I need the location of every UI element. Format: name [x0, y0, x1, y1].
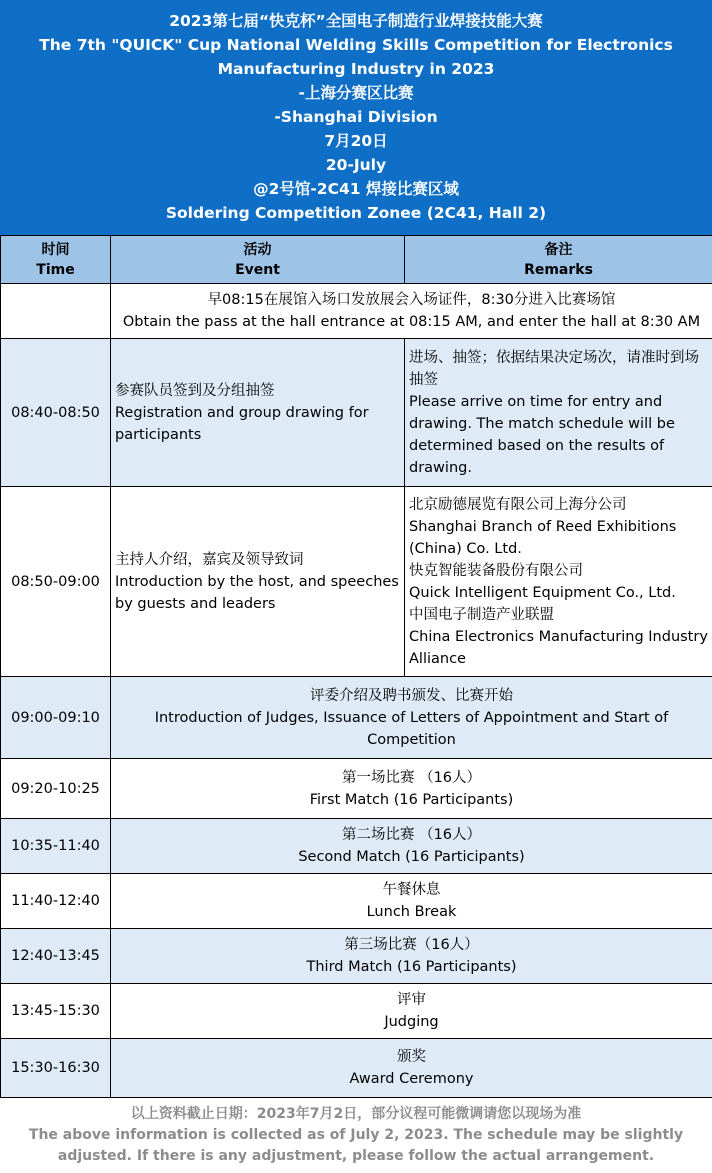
table-row	[1, 819, 712, 874]
event-cell: 第二场比赛 （16人） Second Match (16 Participants)	[111, 819, 712, 874]
date-en: 20-July	[325, 156, 387, 174]
footer-note	[0, 1097, 712, 1173]
division-cn: -上海分赛区比赛	[298, 84, 414, 102]
event-cell: 午餐休息 Lunch Break	[111, 874, 712, 929]
title-en-line-2: Manufacturing Industry in 2023	[217, 60, 495, 78]
date-cn: 7月20日	[324, 132, 388, 150]
table-row	[1, 677, 712, 759]
event-cell: 评委介绍及聘书颁发、比赛开始 Introduction of Judges, Issuance of Letters of Appointment and Start of Competition	[111, 677, 712, 759]
zone-en: Soldering Competition Zonee (2C41, Hall 2)	[165, 204, 547, 222]
title-en-line-1: The 7th "QUICK" Cup National Welding Skills Competition for Electronics	[39, 36, 673, 54]
table-row	[1, 759, 712, 819]
table-row	[1, 1039, 712, 1098]
event-cell: 主持人介绍，嘉宾及领导致词 Introduction by the host, and speeches by guests and leaders	[111, 487, 405, 677]
footer-note-en: The above information is collected as of July 2, 2023. The schedule may be slightly adjusted. If there is any adjustment, please follow the actual arrangement.	[28, 1127, 684, 1164]
table-row	[1, 929, 712, 984]
event-cell: 早08:15在展馆入场口发放展会入场证件，8:30分进入比赛场馆 Obtain the pass at the hall entrance at 08:15 AM, and enter the hall at 8:30 AM	[111, 284, 712, 339]
column-header-event: 活动 Event	[111, 236, 405, 284]
footer-note-cn: 以上资料截止日期：2023年7月2日，部分议程可能微调请您以现场为准	[130, 1106, 582, 1122]
event-cell: 评审 Judging	[111, 984, 712, 1039]
event-cell: 第一场比赛 （16人） First Match (16 Participants)	[111, 759, 712, 819]
time-cell: 10:35-11:40	[1, 819, 111, 874]
table-row	[1, 339, 712, 487]
column-header-row	[1, 236, 712, 284]
event-cell: 第三场比赛（16人） Third Match (16 Participants)	[111, 929, 712, 984]
column-header-remarks: 备注 Remarks	[405, 236, 712, 284]
time-cell: 09:20-10:25	[1, 759, 111, 819]
event-cell: 参赛队员签到及分组抽签 Registration and group drawing for participants	[111, 339, 405, 487]
remarks-cell: 北京励德展览有限公司上海分公司 Shanghai Branch of Reed Exhibitions (China) Co. Ltd. 快克智能装备股份有限公司 Quick Intelligent Equipment Co., Ltd. 中国电子制造产业联盟 China Electronics Manufacturing Industry Alliance	[405, 487, 712, 677]
table-row	[1, 487, 712, 677]
event-cell: 颁奖 Award Ceremony	[111, 1039, 712, 1098]
title-cn: 2023第七届“快克杯”全国电子制造行业焊接技能大赛	[169, 12, 543, 30]
time-cell: 08:40-08:50	[1, 339, 111, 487]
time-cell: 11:40-12:40	[1, 874, 111, 929]
time-cell: 12:40-13:45	[1, 929, 111, 984]
time-cell: 15:30-16:30	[1, 1039, 111, 1098]
zone-cn: @2号馆-2C41 焊接比赛区域	[253, 180, 459, 198]
title-banner	[0, 0, 712, 235]
table-row	[1, 284, 712, 339]
table-row	[1, 984, 712, 1039]
schedule-table	[0, 235, 712, 1098]
time-cell: 08:50-09:00	[1, 487, 111, 677]
division-en: -Shanghai Division	[274, 108, 438, 126]
table-row	[1, 874, 712, 929]
time-cell: 13:45-15:30	[1, 984, 111, 1039]
remarks-cell: 进场、抽签；依据结果决定场次，请准时到场抽签 Please arrive on time for entry and drawing. The match schedule will be determined based on the results of drawing.	[405, 339, 712, 487]
time-cell	[1, 284, 111, 339]
time-cell: 09:00-09:10	[1, 677, 111, 759]
column-header-time: 时间 Time	[1, 236, 111, 284]
